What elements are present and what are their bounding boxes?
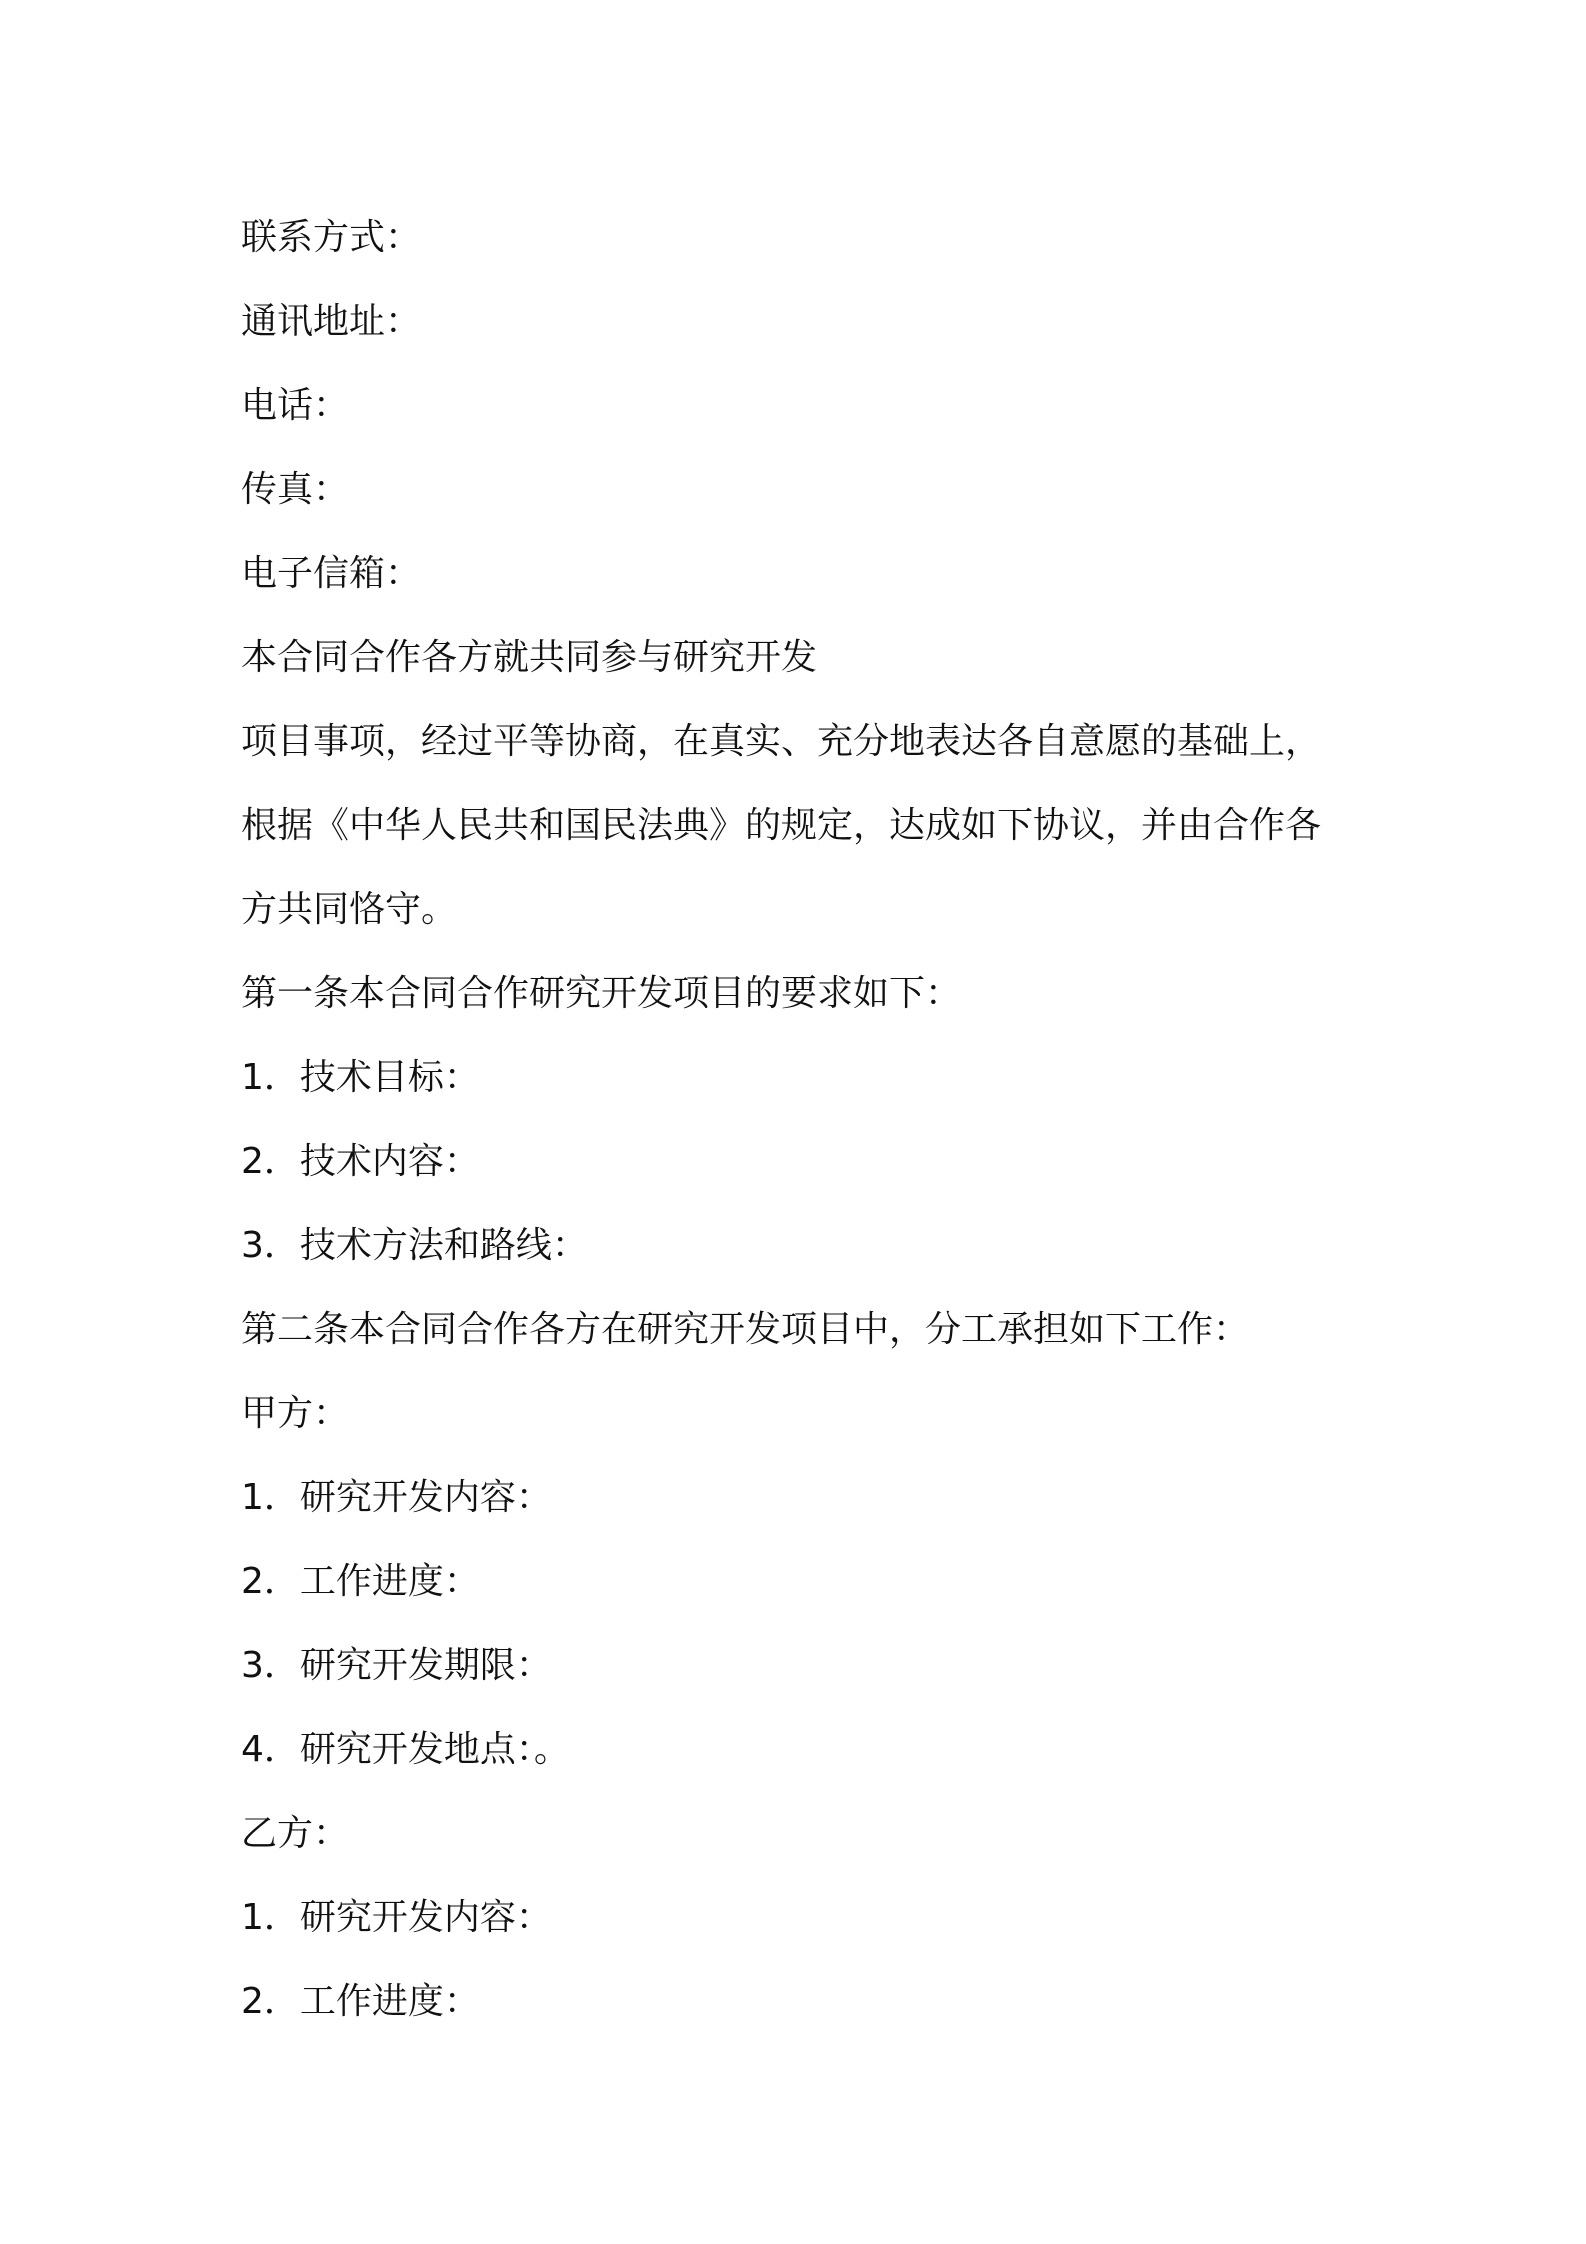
article-1-item-2: 2．技术内容：: [241, 1141, 480, 1182]
party-a-item-2: 2．工作进度：: [241, 1561, 480, 1602]
preamble-line-3: 根据《中华人民共和国民法典》的规定，达成如下协议，并由合作各: [241, 805, 1322, 846]
preamble-line-2: 项目事项，经过平等协商，在真实、充分地表达各自意愿的基础上，: [241, 721, 1322, 762]
mailing-address-label: 通讯地址：: [241, 301, 422, 342]
preamble-line-4: 方共同恪守。: [241, 889, 458, 930]
party-a-item-3: 3．研究开发期限：: [241, 1645, 552, 1686]
article-1-item-1: 1．技术目标：: [241, 1057, 480, 1098]
party-b-item-2: 2．工作进度：: [241, 1981, 480, 2022]
document-body: [241, 196, 1381, 2044]
email-label: 电子信箱：: [241, 553, 422, 594]
contact-info-label: 联系方式：: [241, 217, 422, 258]
party-b-item-1: 1．研究开发内容：: [241, 1897, 552, 1938]
party-a-label: 甲方：: [241, 1393, 350, 1434]
preamble-line-1: 本合同合作各方就共同参与研究开发: [241, 637, 818, 678]
party-a-item-1: 1．研究开发内容：: [241, 1477, 552, 1518]
fax-label: 传真：: [241, 469, 350, 510]
article-1-item-3: 3．技术方法和路线：: [241, 1225, 588, 1266]
party-a-item-4: 4．研究开发地点：。: [241, 1729, 570, 1770]
article-2-heading: 第二条本合同合作各方在研究开发项目中，分工承担如下工作：: [241, 1309, 1250, 1350]
phone-label: 电话：: [241, 385, 350, 426]
party-b-label: 乙方：: [241, 1813, 350, 1854]
article-1-heading: 第一条本合同合作研究开发项目的要求如下：: [241, 973, 962, 1014]
